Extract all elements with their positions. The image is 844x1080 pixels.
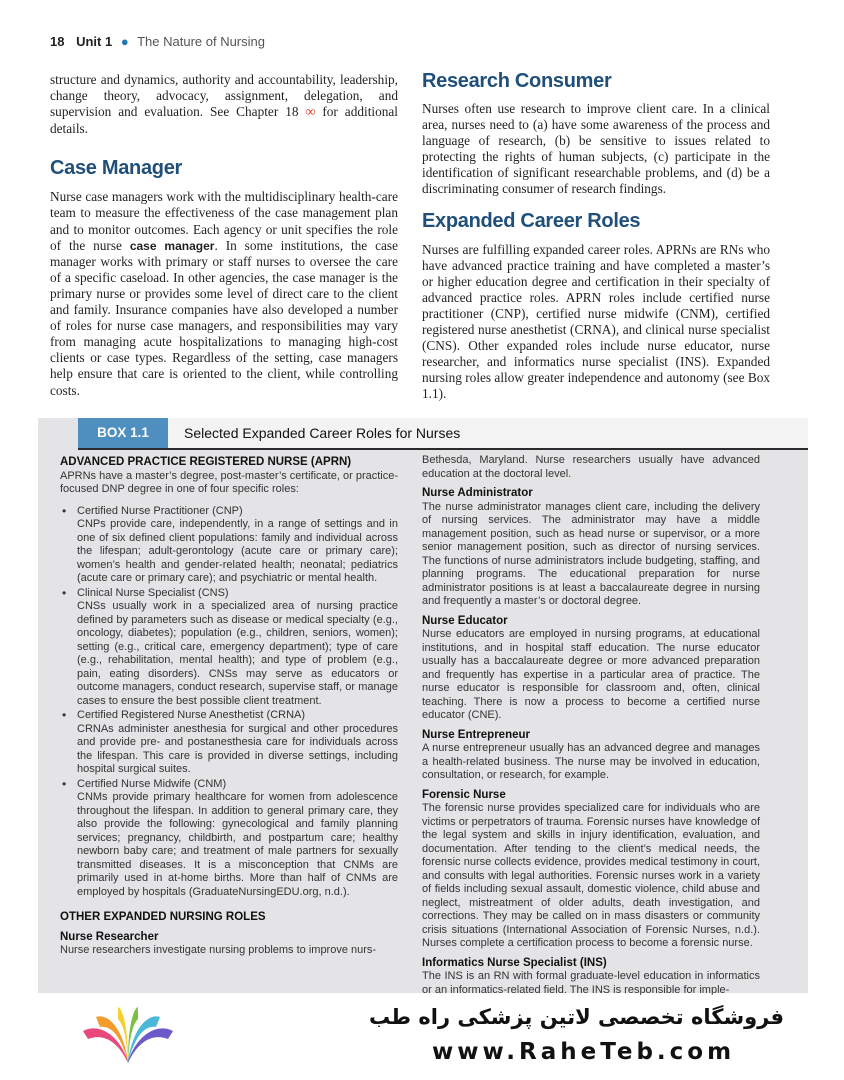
expanded-career-roles-paragraph: Nurses are fulfilling expanded career roles. APRNs are RNs who have advanced practice training and have completed a master’s or higher education degree and certification in their specialty of advanced practice roles. APRN roles include certified nurse practitioner (CNP), certified nurse midwife (CNM), certified registered nurse anesthetist (CRNA), and clinical nurse specialist (CNS). Other expanded roles include nurse educator, nurse researcher, and informatics nurse specialist (INS). Expanded nursing roles allow greater independence and autonomy (see Box 1.1). <box>422 241 770 402</box>
role-description: CNMs provide primary healthcare for women from adolescence throughout the lifespan. In addition to general primary care, they also provide the following: gynecological and family planning services; pregnancy, childbirth, and postpartum care; healthy newborn baby care; and treatment of male partners for sexually transmitted diseases. It is a misconception that CNMs are primarily used in at-home births. More than half of CNMs are employed by hospitals (GraduateNursingEDU.org, n.d.). <box>77 791 398 898</box>
cross-reference-icon: ∞ <box>305 105 316 121</box>
book-logo-icon <box>78 1003 178 1073</box>
informatics-nurse-heading: Informatics Nurse Specialist (INS) <box>422 956 607 969</box>
forensic-nurse-text: The forensic nurse provides specialized care for individuals who are victims or perpetrators of trauma. Forensic nurses have knowledge of the legal system and skills in injury identification, evaluation, and documentation. After tending to the client’s medical needs, the forensic nurse collects evidence, provides medical testimony in court, and consults with legal authorities. Forensic nurses work in a variety of fields including sexual assault, domestic violence, child abuse and neglect, mistreatment of older adults, death investigation, and corrections. They may be called on in mass disasters or community crisis situations (International Association of Forensic Nurses, n.d.). Nurses complete a certification process to become a forensic nurse. <box>422 802 760 949</box>
chapter-title: The Nature of Nursing <box>137 34 265 49</box>
case-manager-keyword: case manager <box>129 238 215 253</box>
nurse-administrator-text: The nurse administrator manages client care, including the delivery of nursing services. The administrator may have a middle management position, such as head nurse or supervisor, or a more senior management position, such as director of nursing services. The functions of nurse administrators include budgeting, staffing, and planning programs. The educational preparation for nurse administrator positions is at least a baccalaureate degree in nursing and frequently a master’s or doctoral degree. <box>422 500 760 607</box>
unit-label: Unit 1 <box>76 34 113 49</box>
research-consumer-paragraph: Nurses often use research to improve client care. In a clinical area, nurses need to (a) have some awareness of the process and language of research, (b) be sensitive to issues related to protecting the rights of human subjects, (c) participate in the identification of significant researchable problems, and (d) be a discriminating consumer of research findings. <box>422 101 770 197</box>
box-1-1 <box>38 418 808 996</box>
left-column <box>50 72 398 399</box>
nurse-educator-heading: Nurse Educator <box>422 614 508 627</box>
intro-end-text: for additional details. <box>50 104 398 137</box>
bullet-icon: • <box>62 708 67 722</box>
role-title: Certified Nurse Midwife (CNM) <box>77 777 227 790</box>
list-item <box>60 505 398 586</box>
forensic-nurse-heading: Forensic Nurse <box>422 788 506 801</box>
role-title: Clinical Nurse Specialist (CNS) <box>77 586 229 599</box>
informatics-nurse-text: The INS is an RN with formal graduate-level education in informatics or an informatics-related field. The INS is responsible for imple- <box>422 970 760 996</box>
store-footer <box>0 995 844 1080</box>
nurse-entrepreneur-heading: Nurse Entrepreneur <box>422 728 531 741</box>
nurse-administrator-heading: Nurse Administrator <box>422 487 533 499</box>
case-manager-heading: Case Manager <box>50 157 183 180</box>
bullet-icon: • <box>62 776 67 791</box>
store-name: فروشگاه تخصصی لاتین پزشکی راه طب <box>369 1005 784 1029</box>
right-column <box>422 70 770 403</box>
list-item <box>60 709 398 777</box>
research-consumer-heading: Research Consumer <box>422 70 612 92</box>
case-manager-text-2: . In some institutions, the case manager works with primary or staff nurses to oversee the care of a specific caseload. In other agencies, the case manager is the primary nurse or provides some level of direct care to the client and family. Insurance companies have also developed a number of roles for nurse case managers, and responsibilities may vary from managing acute hospitalizations to managing high-cost clients or case types. Regardless of the setting, case managers help ensure that care is oriented to the client, while controlling costs. <box>50 237 398 398</box>
researcher-continued-text: Bethesda, Maryland. Nurse researchers usually have advanced education at the doctoral level. <box>422 454 760 480</box>
other-roles-heading: OTHER EXPANDED NURSING ROLES <box>60 911 266 923</box>
intro-text: structure and dynamics, authority and accountability, leadership, change theory, advocacy, assignment, delegation, and supervision and evaluation. See Chapter 18 <box>50 72 398 120</box>
case-manager-text-1: Nurse case managers work with the multidisciplinary health-care team to measure the effectiveness of the case management plan and to monitor outcomes. Each agency or unit specifies the role of the nurse <box>50 189 398 253</box>
list-item <box>60 778 398 900</box>
store-website: www.RaheTeb.com <box>432 1039 736 1065</box>
page-number: 18 <box>50 34 65 49</box>
aprn-heading: ADVANCED PRACTICE REGISTERED NURSE (APRN) <box>60 456 352 468</box>
role-description: CNPs provide care, independently, in a range of settings and in one of six defined client populations: family and individual across the lifespan; adult-gerontology (acute care or primary care); women’s health and gender-related health; neonatal; pediatrics (acute care or primary care); and psychiatric or mental health. <box>77 518 398 584</box>
aprn-intro: APRNs have a master’s degree, post-master’s certificate, or practice-focused DNP degree in one of four specific roles: <box>60 469 398 495</box>
role-title: Certified Registered Nurse Anesthetist (CRNA) <box>77 709 306 721</box>
case-manager-paragraph <box>50 189 398 398</box>
list-item <box>60 587 398 709</box>
nurse-researcher-heading: Nurse Researcher <box>60 930 159 943</box>
bullet-dot-icon: ● <box>120 34 129 49</box>
intro-paragraph <box>50 72 398 137</box>
role-description: CRNAs administer anesthesia for surgical and other procedures and provide pre- and postanesthesia care for individuals across the lifespan. This care is provided in diverse settings, including hospital surgical suites. <box>77 722 398 775</box>
nurse-educator-text: Nurse educators are employed in nursing programs, at educational institutions, and in hospital staff education. The nurse educator usually has a baccalaureate degree or more advanced preparation and frequently has expertise in a particular area of practice. The nurse educator is responsible for classroom and, often, clinical teaching. There is now a process to become a certified nurse educator (CNE). <box>422 628 760 721</box>
bullet-icon: • <box>62 503 67 518</box>
role-title: Certified Nurse Practitioner (CNP) <box>77 504 243 517</box>
box-title-bar <box>78 418 808 450</box>
box-title: Selected Expanded Career Roles for Nurses <box>184 425 461 441</box>
box-left-column <box>60 454 398 958</box>
nurse-entrepreneur-text: A nurse entrepreneur usually has an advanced degree and manages a health-related business. The nurse may be involved in education, consultation, or research, for example. <box>422 742 760 781</box>
box-right-column <box>422 454 760 997</box>
expanded-career-roles-heading: Expanded Career Roles <box>422 209 641 232</box>
aprn-role-list <box>60 505 398 900</box>
nurse-researcher-text: Nurse researchers investigate nursing problems to improve nurs- <box>60 944 377 956</box>
box-label: BOX 1.1 <box>78 418 168 448</box>
page-header <box>50 34 265 49</box>
bullet-icon: • <box>62 585 67 600</box>
role-description: CNSs usually work in a specialized area of nursing practice defined by parameters such as disease or medical specialty (e.g., oncology, diabetes); population (e.g., children, seniors, women); setting (e.g., critical care, emergency department); type of care (e.g., rehabilitation, mental health); and type of problem (e.g., pain, eating disorders). CNSs may serve as educators or outcome managers, conduct research, supervise staff, or manage cases to ensure the best possible client treatment. <box>77 600 398 707</box>
